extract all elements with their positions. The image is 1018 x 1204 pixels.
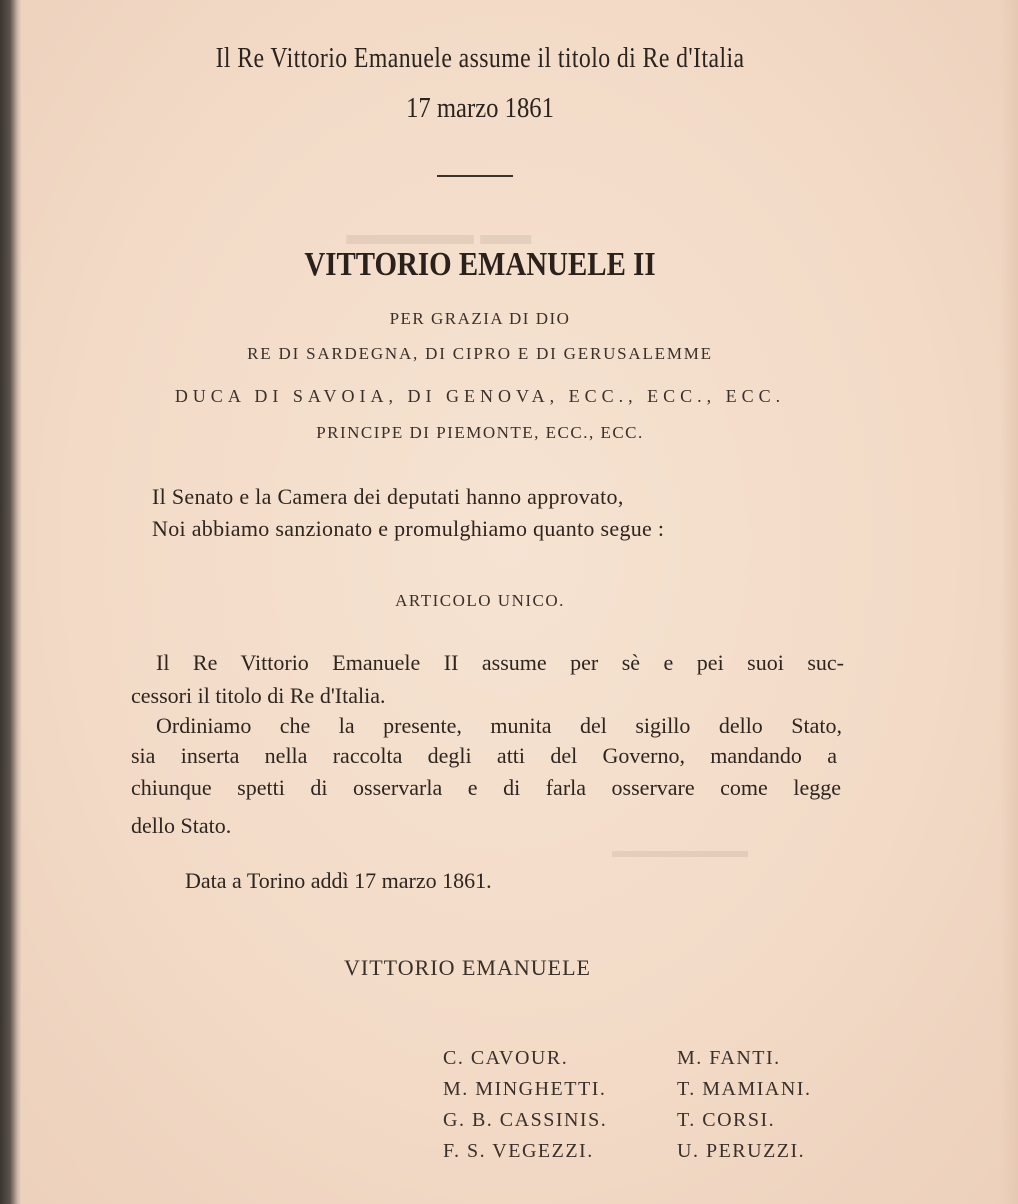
- article-body-line: chiunque spetti di osservarla e di farla osservare come legge: [131, 775, 841, 800]
- king-name: VITTORIO EMANUELE II: [304, 246, 656, 283]
- minister-signature: M. FANTI.: [677, 1047, 781, 1069]
- duke-of-line: DUCA DI SAVOIA, DI GENOVA, ECC., ECC., ECC.: [174, 386, 786, 406]
- king-of-line: RE DI SARDEGNA, DI CIPRO E DI GERUSALEMME: [247, 344, 713, 363]
- king-signature: VITTORIO EMANUELE: [344, 955, 591, 980]
- header-date: 17 marzo 1861: [406, 92, 554, 124]
- ministers-right-column: [677, 1043, 811, 1167]
- header-title: Il Re Vittorio Emanuele assume il titolo di Re d'Italia: [215, 42, 745, 74]
- minister-signature: G. B. CASSINIS.: [443, 1109, 608, 1131]
- article-body-line: Il Re Vittorio Emanuele II assume per sè e pei suoi suc-: [156, 650, 844, 675]
- bleed-through-text: ▬▬▬▬▬▬▬▬: [612, 840, 748, 862]
- article-body-line: cessori il titolo di Re d'Italia.: [131, 683, 386, 708]
- article-body-line: Ordiniamo che la presente, munita del sigillo dello Stato,: [156, 713, 842, 738]
- article-body-line: sia inserta nella raccolta degli atti del Governo, mandando a: [131, 743, 837, 768]
- page-right-edge: [1000, 0, 1018, 1204]
- article-body-line: dello Stato.: [131, 813, 232, 838]
- by-grace-line: PER GRAZIA DI DIO: [389, 309, 571, 328]
- prince-of-line: PRINCIPE DI PIEMONTE, ECC., ECC.: [316, 423, 644, 442]
- minister-signature: M. MINGHETTI.: [443, 1078, 607, 1100]
- minister-signature: T. CORSI.: [677, 1109, 776, 1131]
- preamble-line: Noi abbiamo sanzionato e promulghiamo quanto segue :: [152, 516, 665, 541]
- minister-signature: U. PERUZZI.: [677, 1140, 806, 1162]
- preamble-line: Il Senato e la Camera dei deputati hanno approvato,: [152, 484, 624, 509]
- article-heading: ARTICOLO UNICO.: [395, 591, 565, 610]
- ministers-left-column: [443, 1043, 607, 1167]
- separator-rule: [437, 175, 513, 177]
- bleed-through-text: ▬▬▬▬▬ ▬▬: [346, 218, 532, 251]
- book-binding-edge: [0, 0, 22, 1204]
- minister-signature: C. CAVOUR.: [443, 1047, 569, 1069]
- minister-signature: T. MAMIANI.: [677, 1078, 812, 1100]
- dated-line: Data a Torino addì 17 marzo 1861.: [185, 868, 492, 893]
- minister-signature: F. S. VEGEZZI.: [443, 1140, 594, 1162]
